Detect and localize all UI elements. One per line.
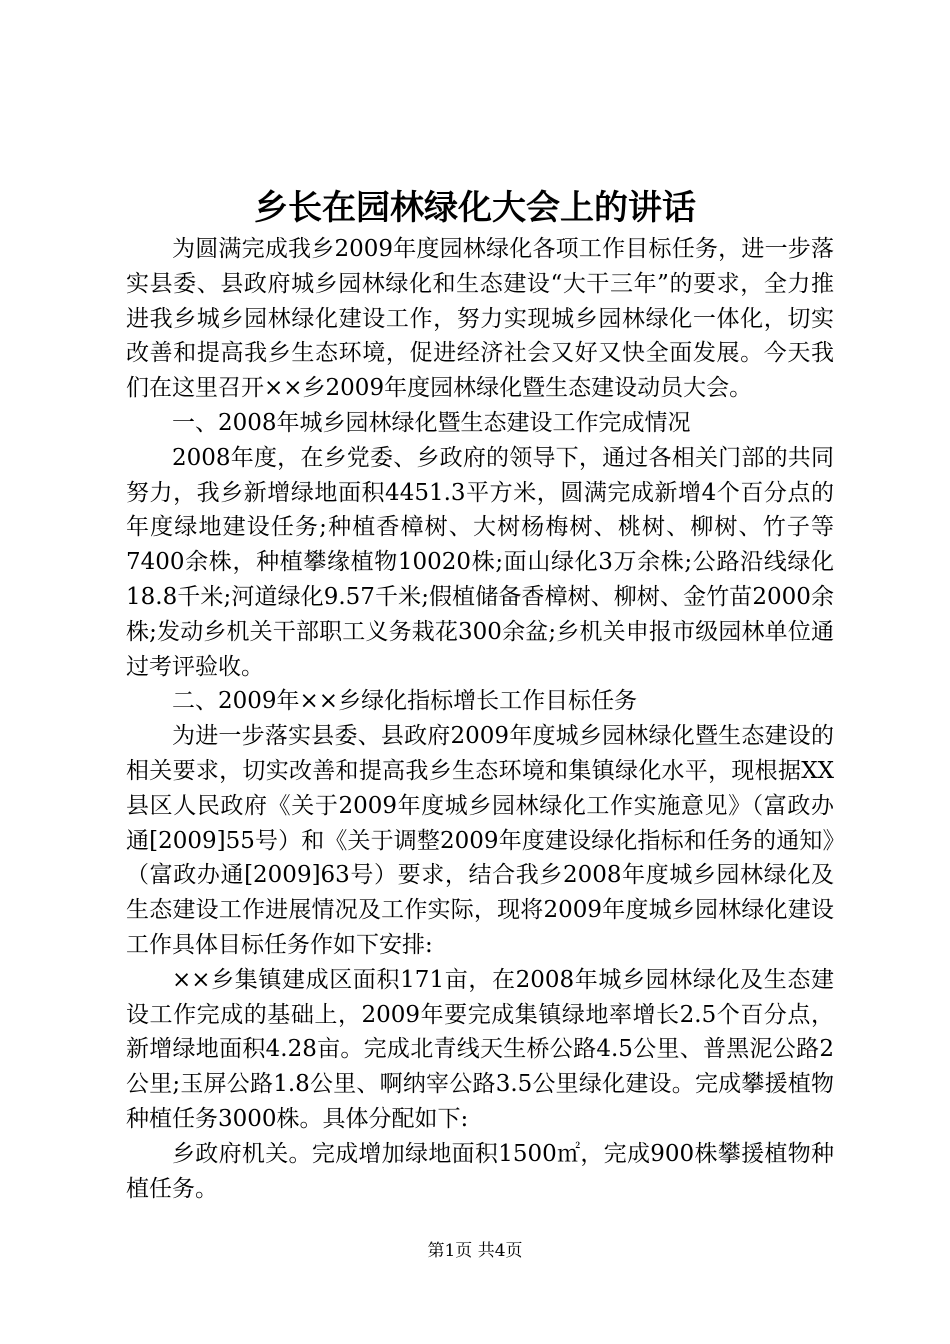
- document-body: [126, 232, 834, 1206]
- paragraph-2009-requirements: 为进一步落实县委、县政府2009年度城乡园林绿化暨生态建设的相关要求，切实改善和提高我乡生态环境和集镇绿化水平，现根据XX县区人民政府《关于2009年度城乡园林绿化工作实施意见》（富政办通[2009]55号）和《关于调整2009年度建设绿化指标和任务的通知》（富政办通[2009]63号）要求，结合我乡2008年度城乡园林绿化及生态建设工作进展情况及工作实际，现将2009年度城乡园林绿化建设工作具体目标任务作如下安排:: [126, 723, 834, 958]
- paragraph-2008-summary: 2008年度，在乡党委、乡政府的领导下，通过各相关门部的共同努力，我乡新增绿地面积4451.3平方米，圆满完成新增4个百分点的年度绿地建设任务;种植香樟树、大树杨梅树、桃树、柳树、竹子等7400余株，种植攀缘植物10020株;面山绿化3万余株;公路沿线绿化18.8千米;河道绿化9.57千米;假植储备香樟树、柳树、金竹苗2000余株;发动乡机关干部职工义务栽花300余盆;乡机关申报市级园林单位通过考评验收。: [126, 444, 834, 680]
- section-heading-2: 二、2009年××乡绿化指标增长工作目标任务: [172, 688, 638, 715]
- paragraph-intro: 为圆满完成我乡2009年度园林绿化各项工作目标任务，进一步落实县委、县政府城乡园林绿化和生态建设“大干三年”的要求，全力推进我乡城乡园林绿化建设工作，努力实现城乡园林绿化一体化，切实改善和提高我乡生态环境，促进经济社会又好又快全面发展。今天我们在这里召开××乡2009年度园林绿化暨生态建设动员大会。: [126, 236, 834, 402]
- page-number: 第1页 共4页: [427, 1241, 523, 1261]
- section-heading-1: 一、2008年城乡园林绿化暨生态建设工作完成情况: [172, 409, 691, 436]
- document-title: 乡长在园林绿化大会上的讲话: [254, 188, 696, 228]
- paragraph-2009-targets: ××乡集镇建成区面积171亩，在2008年城乡园林绿化及生态建设工作完成的基础上，2009年要完成集镇绿地率增长2.5个百分点，新增绿地面积4.28亩。完成北青线天生桥公路4.5公里、普黑泥公路2公里;玉屏公路1.8公里、啊纳宰公路3.5公里绿化建设。完成攀援植物种植任务3000株。具体分配如下:: [126, 966, 834, 1132]
- paragraph-government-task: 乡政府机关。完成增加绿地面积1500㎡，完成900株攀援植物种植任务。: [126, 1140, 834, 1202]
